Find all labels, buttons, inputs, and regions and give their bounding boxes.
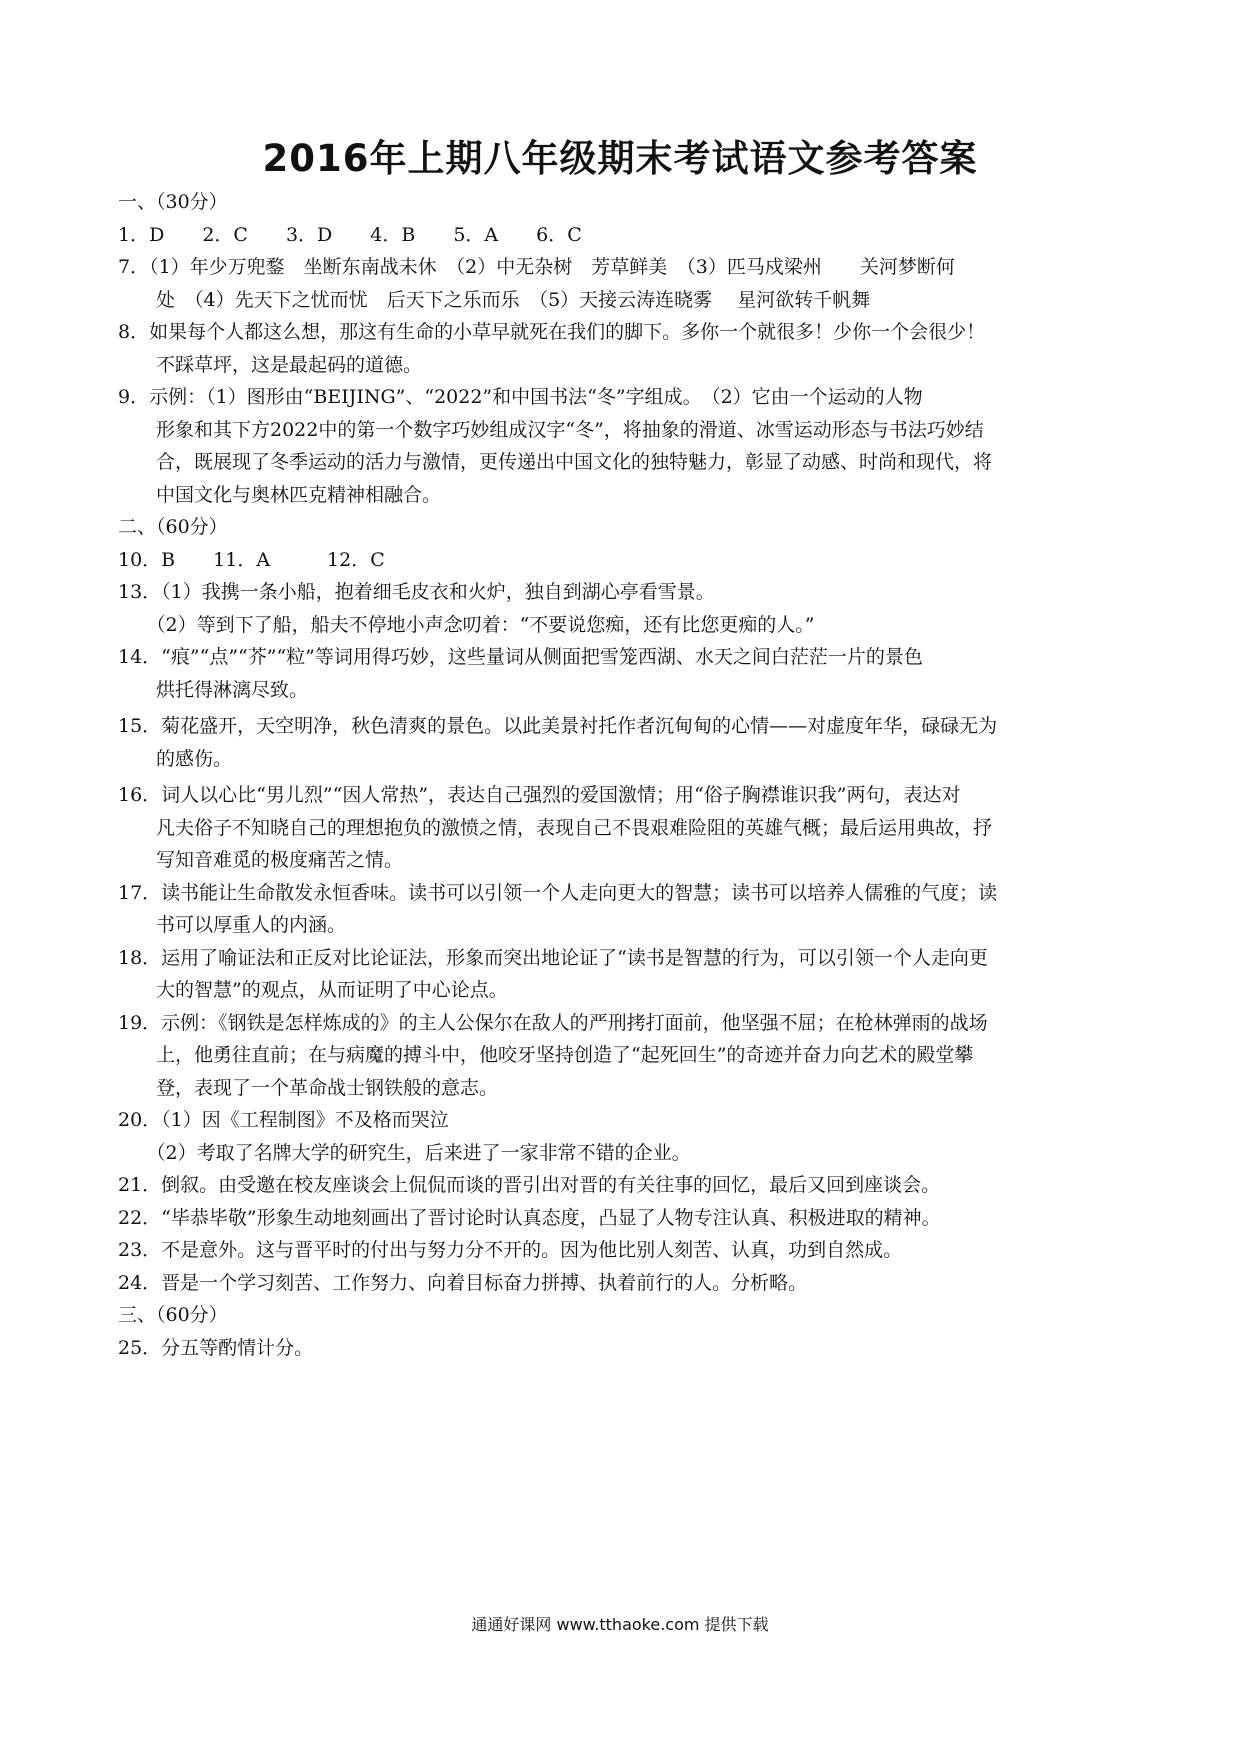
answer-line: 书可以厚重人的内涵。 [118, 914, 347, 936]
footer-source-note: 通通好课网 www.tthaoke.com 提供下载 [471, 1615, 769, 1634]
answer-line: （2）等到下了船，船夫不停地小声念叨着：“不要说您痴，还有比您更痴的人。” [118, 613, 815, 636]
section-heading-1: 一、（30分） [118, 191, 228, 213]
answer-line: 24．晋是一个学习刻苦、工作努力、向着目标奋力拼搏、执着前行的人。分析略。 [118, 1271, 808, 1294]
answer-line: 15．菊花盛开，天空明净，秋色清爽的景色。以此美景衬托作者沉甸甸的心情——对虚度年华，碌碌无为 [118, 715, 998, 737]
answer-line: 7．（1）年少万兜鍪 坐断东南战未休 （2）中无杂树 芳草鲜美 （3）匹马戍梁州 关河梦断何 [118, 256, 955, 278]
answer-line: 不踩草坪，这是最起码的道德。 [118, 353, 423, 376]
answer-line: 中国文化与奥林匹克精神相融合。 [118, 483, 442, 506]
section-heading-3: 三、（60分） [118, 1304, 228, 1326]
answer-line: 凡夫俗子不知晓自己的理想抱负的激愤之情，表现自己不畏艰难险阻的英雄气概；最后运用典故，抒 [118, 816, 993, 839]
answer-line: 1．D 2．C 3．D 4．B 5．A 6．C [118, 223, 582, 246]
answer-line: 18．运用了喻证法和正反对比论证法，形象而突出地论证了“读书是智慧的行为，可以引领一个人走向更 [118, 946, 988, 969]
answer-line: 22．“毕恭毕敬”形象生动地刻画出了晋讨论时认真态度，凸显了人物专注认真、积极进取的精神。 [118, 1206, 941, 1229]
answer-line: 大的智慧”的观点，从而证明了中心论点。 [118, 979, 508, 1001]
answer-line: 的感伤。 [118, 747, 233, 770]
answer-line: 23．不是意外。这与晋平时的付出与努力分不开的。因为他比别人刻苦、认真，功到自然成。 [118, 1239, 903, 1261]
answer-line: 19．示例：《钢铁是怎样炼成的》的主人公保尔在敌人的严刑拷打面前，他坚强不屈；在枪林弹雨的战场 [118, 1011, 988, 1034]
answer-line: 14．“痕”“点”“芥”“粒”等词用得巧妙，这些量词从侧面把雪笼西湖、水天之间白茫茫一片的景色 [118, 646, 923, 668]
section-heading-2: 二、（60分） [118, 516, 228, 538]
answer-line: 9．示例：（1）图形由“BEIJING”、“2022”和中国书法“冬”字组成。 （2）它由一个运动的人物 [118, 386, 923, 408]
answer-line: 登，表现了一个革命战士钢铁般的意志。 [118, 1076, 499, 1099]
answer-line: 8．如果每个人都这么想，那这有生命的小草早就死在我们的脚下。多你一个就很多！少你一个会很少！ [118, 321, 986, 343]
answer-line: 写知音难觅的极度痛苦之情。 [118, 849, 404, 871]
answer-line: 17．读书能让生命散发永恒香味。读书可以引领一个人走向更大的智慧；读书可以培养人儒雅的气度；读 [118, 881, 998, 904]
answer-body [118, 186, 1126, 1364]
answer-line: 10．B 11．A 12．C [118, 548, 385, 571]
answer-line: 处 （4）先天下之忧而忧 后天下之乐而乐 （5）天接云涛连晓雾 星河欲转千帆舞 [118, 288, 871, 311]
page-title: 2016年上期八年级期末考试语文参考答案 [262, 137, 978, 180]
answer-line: 形象和其下方2022中的第一个数字巧妙组成汉字“冬”，将抽象的滑道、冰雪运动形态与书法巧妙结 [118, 418, 984, 441]
answer-line: 烘托得淋漓尽致。 [118, 678, 309, 701]
answer-line: 25．分五等酌情计分。 [118, 1336, 314, 1359]
answer-line: 20．（1）因《工程制图》不及格而哭泣 [118, 1109, 449, 1131]
answer-line: 上，他勇往直前；在与病魔的搏斗中，他咬牙坚持创造了“起死回生”的奇迹并奋力向艺术的殿堂攀 [118, 1044, 974, 1066]
answer-line: （2）考取了名牌大学的研究生，后来进了一家非常不错的企业。 [118, 1141, 691, 1164]
answer-line: 13．（1）我携一条小船，抱着细毛皮衣和火炉，独自到湖心亭看雪景。 [118, 581, 715, 603]
answer-line: 合，既展现了冬季运动的活力与激情，更传递出中国文化的独特魅力，彰显了动感、时尚和现代，将 [118, 451, 993, 473]
answer-line: 21．倒叙。由受邀在校友座谈会上侃侃而谈的晋引出对晋的有关往事的回忆，最后又回到座谈会。 [118, 1174, 941, 1196]
answer-line: 16．词人以心比“男儿烈”“因人常热”，表达自己强烈的爱国激情；用“俗子胸襟谁识我”两句，表达对 [118, 784, 961, 806]
